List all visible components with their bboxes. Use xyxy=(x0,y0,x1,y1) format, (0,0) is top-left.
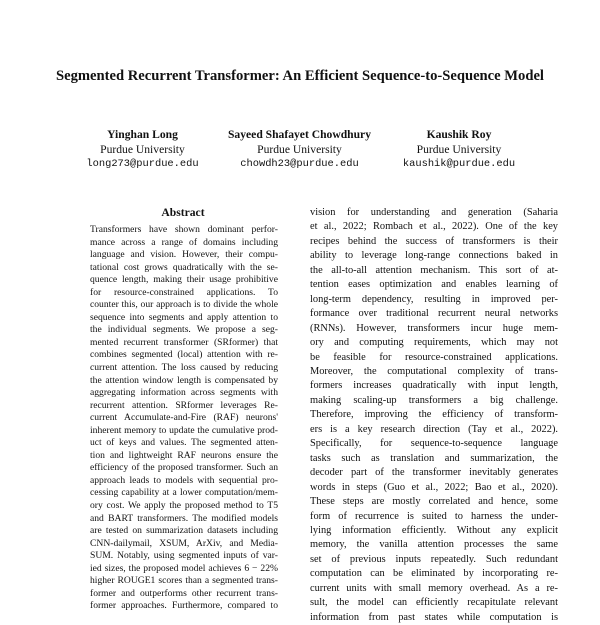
text-line: ers is a key research direction (Tay et al., 2022). xyxy=(310,423,558,435)
text-line: These steps are mostly correlated and hence, some xyxy=(310,496,558,508)
text-line: lying information efficiently. Without any explicit xyxy=(310,524,558,536)
text-line: the individual segments. We propose a seg- xyxy=(90,324,278,336)
text-line: tention eases optimization and enables learning of xyxy=(310,279,558,291)
text-line: counter this, our approach is to divide the whole xyxy=(90,299,278,311)
introduction-text xyxy=(310,206,558,625)
text-line: and BART transformers. The modified models xyxy=(90,512,278,524)
text-line: the attention window length is compensated by xyxy=(90,374,278,386)
text-line: ied sizes, the proposed model achieves 6 − 22% xyxy=(90,562,278,574)
text-line: recurrent attention. SRformer leverages Re- xyxy=(90,399,278,411)
text-line: cessing capability at a lower computation/mem- xyxy=(90,487,278,499)
abstract-heading: Abstract xyxy=(161,206,205,219)
text-line: current attention. The loss caused by reducing xyxy=(90,362,278,374)
text-line: combines segmented (local) attention with re- xyxy=(90,349,278,361)
text-line: words in steps (Guo et al., 2022; Bao et al., 2020). xyxy=(310,481,558,493)
author-affiliation: Purdue University xyxy=(416,143,502,156)
text-line: mance across a range of domains including xyxy=(90,236,278,248)
abstract-text xyxy=(90,224,278,613)
text-line: Transformers have shown dominant perfor- xyxy=(90,224,278,235)
text-line: CNN-dailymail, XSUM, ArXiv, and Media- xyxy=(90,537,278,549)
author-name: Sayeed Shafayet Chowdhury xyxy=(227,128,371,141)
text-line: form of recurrence is suited to harness the under- xyxy=(310,510,558,522)
text-line: for resource-constrained applications. To xyxy=(90,286,278,298)
text-line: sequence into segments and apply attention to xyxy=(90,311,278,323)
text-line: SUM. Notably, using segmented inputs of var- xyxy=(90,550,278,562)
text-line: computation can be eliminated by incorporating re- xyxy=(310,568,558,580)
text-line: inherent memory to update the cumulative prod- xyxy=(90,424,278,436)
text-line: memory, the vanilla attention processes the same xyxy=(310,539,558,551)
text-line: formers increases quadratically with input length, xyxy=(310,380,558,392)
text-line: aggregating information across segments with xyxy=(90,387,278,399)
author-1 xyxy=(70,127,215,172)
author-email: kaushik@purdue.edu xyxy=(402,158,516,170)
text-line: tasks such as translation and summarization, the xyxy=(310,452,558,464)
author-name: Kaushik Roy xyxy=(426,128,492,141)
author-name: Yinghan Long xyxy=(107,128,178,141)
text-line: be feasible for resource-constrained applications. xyxy=(310,351,558,363)
text-line: tion and lightweight RAF neurons ensure the xyxy=(90,449,278,461)
author-block xyxy=(70,127,530,175)
text-line: formance over traditional recurrent neural networks xyxy=(310,308,558,320)
text-line: approach leads to models with sequential pro- xyxy=(90,474,278,486)
text-line: (RNNs). However, transformers incur huge mem- xyxy=(310,322,558,334)
text-line: decoder part of the transformer inevitably generates xyxy=(310,467,558,479)
text-line: higher ROUGE1 scores than a segmented trans- xyxy=(90,575,278,587)
text-line: long-term dependency, resulting in improved per- xyxy=(310,293,558,305)
text-line: language and vision. However, their compu- xyxy=(90,249,278,261)
author-3 xyxy=(388,127,530,172)
author-affiliation: Purdue University xyxy=(257,143,342,156)
author-email: chowdh23@purdue.edu xyxy=(240,158,359,170)
text-line: recipes behind the success of transformers is their xyxy=(310,235,558,247)
text-line: current units with small memory overhead. As a re- xyxy=(310,582,558,594)
text-line: et al., 2022; Rombach et al., 2022). One of the key xyxy=(310,221,558,233)
author-email: long273@purdue.edu xyxy=(86,158,199,170)
text-line: current Accumulate-and-Fire (RAF) neurons' xyxy=(90,412,278,424)
text-line: information from past states while computation is xyxy=(310,611,558,623)
text-line: set of previous inputs repeatedly. Such redundant xyxy=(310,553,558,565)
text-line: Therefore, improving the efficiency of transform- xyxy=(310,409,558,421)
text-line: vision for understanding and generation (Saharia xyxy=(310,207,558,218)
text-line: efficiency of the proposed transformer. Such an xyxy=(90,462,278,474)
author-2 xyxy=(217,127,382,172)
text-line: ory and computing requirements, which may not xyxy=(310,337,558,349)
text-line: Moreover, the computational complexity of trans- xyxy=(310,365,558,377)
author-affiliation: Purdue University xyxy=(100,143,185,156)
paper-title: Segmented Recurrent Transformer: An Efficient Sequence-to-Sequence Model xyxy=(56,68,544,84)
text-line: ory cost. We apply the proposed method to T5 xyxy=(90,500,278,512)
text-line: uct of keys and values. The segmented atten- xyxy=(90,437,278,449)
text-line: tational cost grows quadratically with the se- xyxy=(90,261,278,273)
text-line: quence length, making their usage prohibitive xyxy=(90,274,278,286)
text-line: ability to leverage long-range connections baked in xyxy=(310,250,558,262)
text-line: the all-to-all attention mechanism. This sort of at- xyxy=(310,264,558,276)
text-line: making scaling-up transformers a big challenge. xyxy=(310,394,558,406)
text-line: former approaches. Furthermore, compared to xyxy=(90,600,278,612)
text-line: Specifically, for sequence-to-sequence language xyxy=(310,438,558,450)
text-line: sult, the model can efficiently recapitulate relevant xyxy=(310,597,558,609)
text-line: former and outperforms other recurrent trans- xyxy=(90,587,278,599)
text-line: are tested on summarization datasets including xyxy=(90,525,278,537)
text-line: mented recurrent transformer (SRformer) that xyxy=(90,336,278,348)
